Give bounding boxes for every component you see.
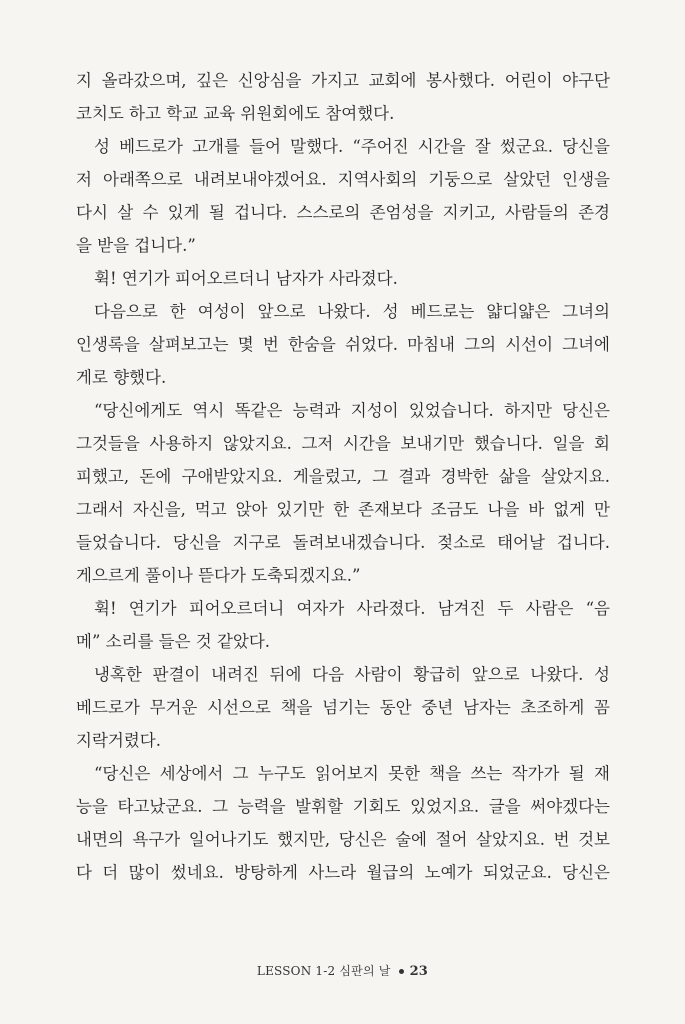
text-line: 다 더 많이 썼네요. 방탕하게 사느라 월급의 노예가 되었군요. 당신은 [76,863,610,882]
text-line: 그래서 자신을, 먹고 앉아 있기만 한 존재보다 조금도 나을 바 없게 만 [76,500,610,519]
text-line: “당신에게도 역시 똑같은 능력과 지성이 있었습니다. 하지만 당신은 [94,401,610,420]
text-line: 저 아래쪽으로 내려보내야겠어요. 지역사회의 기둥으로 살았던 인생을 [76,170,610,189]
text-line: “당신은 세상에서 그 누구도 읽어보지 못한 책을 쓰는 작가가 될 재 [94,764,610,783]
text-line: 게로 향했다. [76,368,167,387]
text-line: 메” 소리를 들은 것 같았다. [76,632,271,651]
text-line: 코치도 하고 학교 교육 위원회에도 참여했다. [76,104,395,123]
text-line: 내면의 욕구가 일어나기도 했지만, 당신은 술에 절어 살았지요. 번 것보 [76,830,610,849]
text-line: 들었습니다. 당신을 지구로 돌려보내겠습니다. 젖소로 태어날 겁니다. [76,533,610,552]
text-line: 다음으로 한 여성이 앞으로 나왔다. 성 베드로는 얇디얇은 그녀의 [94,302,610,321]
text-line: 게으르게 풀이나 뜯다가 도축되겠지요.” [76,566,361,585]
chapter-title: LESSON 1-2 심판의 날 [256,964,391,978]
body-text [76,64,610,889]
text-line: 피했고, 돈에 구애받았지요. 게을렀고, 그 결과 경박한 삶을 살았지요. [76,467,610,486]
page-number: 23 [409,964,429,979]
text-line: 능을 타고났군요. 그 능력을 발휘할 기회도 있었지요. 글을 써야겠다는 [76,797,610,816]
text-line: 그것들을 사용하지 않았지요. 그저 시간을 보내기만 했습니다. 일을 회 [76,434,610,453]
text-line: 베드로가 무거운 시선으로 책을 넘기는 동안 중년 남자는 초조하게 꼼 [76,698,610,717]
text-line: 인생록을 살펴보고는 몇 번 한숨을 쉬었다. 마침내 그의 시선이 그녀에 [76,335,610,354]
text-line: 지 올라갔으며, 깊은 신앙심을 가지고 교회에 봉사했다. 어린이 야구단 [76,71,610,90]
text-line: 냉혹한 판결이 내려진 뒤에 다음 사람이 황급히 앞으로 나왔다. 성 [94,665,610,684]
text-line: 휙! 연기가 피어오르더니 남자가 사라졌다. [94,269,398,288]
text-line: 지락거렸다. [76,731,161,750]
page-footer [0,962,685,979]
text-line: 성 베드로가 고개를 들어 말했다. “주어진 시간을 잘 썼군요. 당신을 [94,137,610,156]
text-line: 을 받을 겁니다.” [76,236,196,255]
text-line: 다시 살 수 있게 될 겁니다. 스스로의 존엄성을 지키고, 사람들의 존경 [76,203,610,222]
bullet-icon [399,969,404,974]
text-line: 휙! 연기가 피어오르더니 여자가 사라졌다. 남겨진 두 사람은 “음 [94,599,610,618]
